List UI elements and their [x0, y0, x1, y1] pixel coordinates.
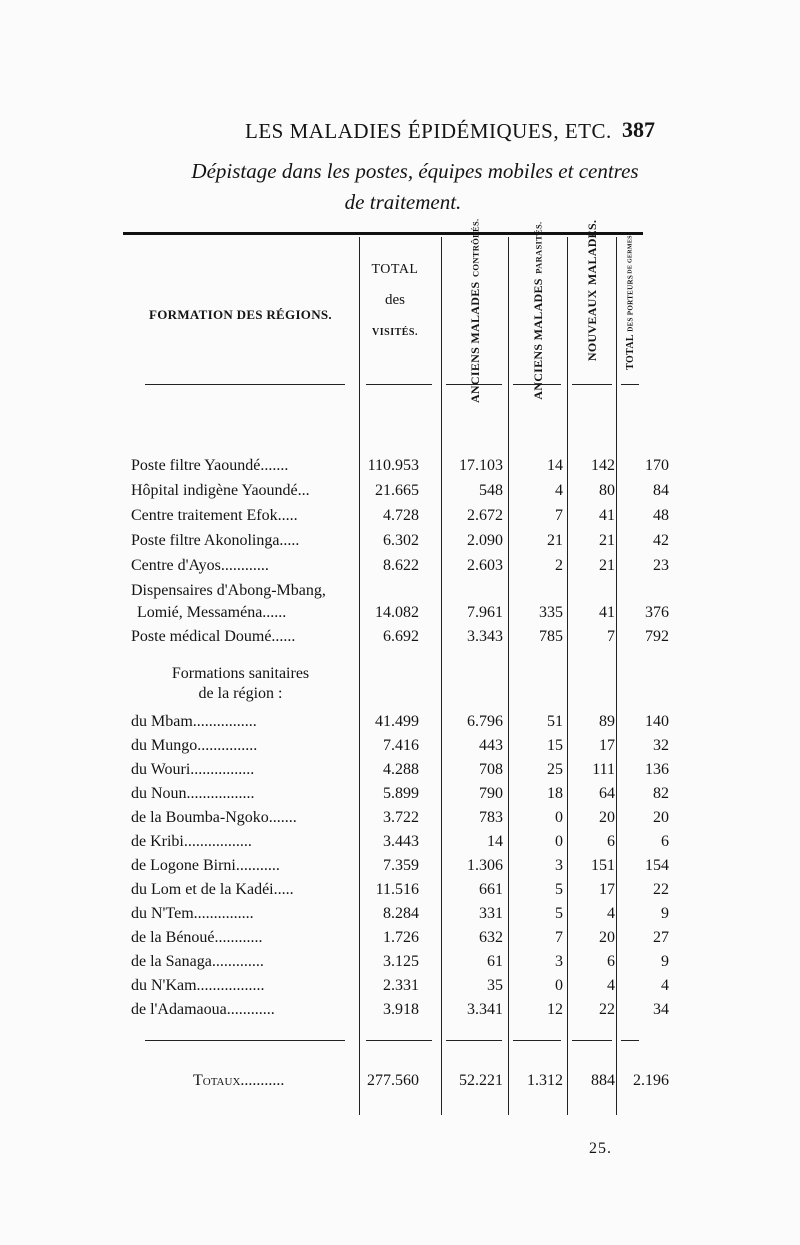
cell-parasites: 15 [547, 737, 563, 754]
cell-controles: 14 [487, 833, 503, 850]
header-porteurs-line3: DE GERMES. [627, 232, 634, 273]
table-caption [0, 156, 800, 218]
cell-controles: 783 [479, 809, 503, 826]
cell-total: 21.665 [375, 482, 419, 499]
cell-total: 3.918 [383, 1001, 419, 1018]
cell-nouveaux: 7 [607, 628, 615, 645]
row-label: de la Bénoué............ [131, 929, 263, 946]
section-title-line1: Formations sanitaires [171, 665, 310, 682]
header-total-line3: VISITÉS. [372, 327, 418, 338]
cell-controles: 61 [487, 953, 503, 970]
cell-controles: 35 [487, 977, 503, 994]
table-row [123, 582, 669, 628]
header-porteurs-line2: DES PORTEURS [626, 274, 635, 332]
row-label: de Logone Birni........... [131, 857, 280, 874]
cell-nouveaux: 20 [599, 929, 615, 946]
cell-nouveaux: 41 [599, 507, 615, 524]
cell-nouveaux: 884 [591, 1072, 615, 1089]
cell-nouveaux: 20 [599, 809, 615, 826]
cell-controles: 17.103 [459, 457, 503, 474]
row-label: Poste filtre Akonolinga..... [131, 532, 300, 549]
cell-porteurs: 27 [653, 929, 669, 946]
cell-total: 6.692 [383, 628, 419, 645]
header-rule [572, 384, 612, 385]
cell-parasites: 5 [555, 881, 563, 898]
cell-nouveaux: 142 [591, 457, 615, 474]
table-row [123, 532, 669, 556]
section-title [123, 664, 358, 704]
cell-controles: 331 [479, 905, 503, 922]
table-row [123, 1001, 669, 1025]
header-nouveaux-malades [569, 220, 615, 362]
header-anciens-controles-line2: CONTRÔLÉS. [470, 218, 480, 278]
table-row [123, 833, 669, 857]
cell-total: 2.331 [383, 977, 419, 994]
cell-porteurs: 20 [653, 809, 669, 826]
cell-porteurs: 84 [653, 482, 669, 499]
row-label: Poste filtre Yaoundé....... [131, 457, 289, 474]
row-label: Centre d'Ayos............ [131, 557, 269, 574]
page-number: 387 [622, 117, 655, 142]
cell-parasites: 4 [555, 482, 563, 499]
cell-parasites: 0 [555, 833, 563, 850]
table-row [123, 881, 669, 905]
header-nouveaux-line1: NOUVEAUX [584, 289, 599, 362]
cell-parasites: 7 [555, 507, 563, 524]
totals-label: Totaux........... [193, 1072, 285, 1089]
cell-parasites: 0 [555, 977, 563, 994]
cell-nouveaux: 17 [599, 737, 615, 754]
totals-rule [366, 1040, 432, 1041]
cell-total: 7.416 [383, 737, 419, 754]
totals-rule [621, 1040, 639, 1041]
cell-nouveaux: 41 [599, 604, 615, 621]
row-label: Hôpital indigène Yaoundé... [131, 482, 310, 499]
cell-parasites: 18 [547, 785, 563, 802]
row-label: Poste médical Doumé...... [131, 628, 296, 645]
totals-row [123, 1072, 669, 1096]
cell-nouveaux: 4 [607, 977, 615, 994]
cell-total: 5.899 [383, 785, 419, 802]
table-row [123, 809, 669, 833]
row-label: du Mungo............... [131, 737, 258, 754]
row-label: de Kribi................. [131, 833, 252, 850]
cell-nouveaux: 89 [599, 713, 615, 730]
page-header [0, 117, 800, 147]
cell-porteurs: 154 [645, 857, 669, 874]
row-label: de la Boumba-Ngoko....... [131, 809, 297, 826]
cell-total: 8.622 [383, 557, 419, 574]
row-label: du Mbam................ [131, 713, 257, 730]
cell-parasites: 3 [555, 857, 563, 874]
row-label: Dispensaires d'Abong-Mbang, [131, 582, 326, 599]
cell-parasites: 5 [555, 905, 563, 922]
header-anciens-parasites-line2: PARASITÉS. [533, 222, 543, 275]
header-anciens-parasites-line1: ANCIENS MALADES [530, 278, 545, 400]
header-porteurs-germes [618, 232, 643, 370]
cell-controles: 548 [479, 482, 503, 499]
table-row [123, 713, 669, 737]
cell-nouveaux: 6 [607, 833, 615, 850]
cell-total: 41.499 [375, 713, 419, 730]
cell-total: 3.125 [383, 953, 419, 970]
cell-nouveaux: 64 [599, 785, 615, 802]
row-label: du Wouri................ [131, 761, 255, 778]
table-row [123, 557, 669, 581]
table-row [123, 929, 669, 953]
cell-nouveaux: 6 [607, 953, 615, 970]
cell-nouveaux: 80 [599, 482, 615, 499]
table-row [123, 628, 669, 652]
header-rule [145, 384, 345, 385]
cell-porteurs: 9 [661, 905, 669, 922]
statistics-table [123, 218, 669, 1122]
cell-total: 1.726 [383, 929, 419, 946]
cell-controles: 661 [479, 881, 503, 898]
section-title-line2: de la région : [198, 685, 283, 702]
cell-nouveaux: 21 [599, 557, 615, 574]
row-label: du N'Tem............... [131, 905, 254, 922]
cell-porteurs: 792 [645, 628, 669, 645]
cell-porteurs: 140 [645, 713, 669, 730]
cell-parasites: 0 [555, 809, 563, 826]
header-porteurs-line1: TOTAL [625, 333, 636, 370]
cell-total: 11.516 [375, 881, 419, 898]
row-label-continued: Lomié, Messaména...... [137, 604, 287, 621]
table-row [123, 737, 669, 761]
table-row [123, 761, 669, 785]
caption-line-1: Dépistage dans les postes, équipes mobiles et centres [191, 159, 639, 183]
cell-controles: 52.221 [459, 1072, 503, 1089]
header-anciens-controles [445, 218, 505, 404]
cell-total: 3.722 [383, 809, 419, 826]
totals-rule [513, 1040, 561, 1041]
cell-parasites: 335 [539, 604, 563, 621]
cell-nouveaux: 4 [607, 905, 615, 922]
cell-parasites: 25 [547, 761, 563, 778]
header-rule [621, 384, 639, 385]
cell-porteurs: 376 [645, 604, 669, 621]
totals-rule [145, 1040, 345, 1041]
cell-nouveaux: 151 [591, 857, 615, 874]
cell-porteurs: 23 [653, 557, 669, 574]
table-row [123, 905, 669, 929]
cell-total: 8.284 [383, 905, 419, 922]
cell-parasites: 7 [555, 929, 563, 946]
cell-parasites: 3 [555, 953, 563, 970]
cell-parasites: 1.312 [527, 1072, 563, 1089]
cell-porteurs: 42 [653, 532, 669, 549]
cell-nouveaux: 22 [599, 1001, 615, 1018]
table-row [123, 953, 669, 977]
cell-parasites: 12 [547, 1001, 563, 1018]
cell-nouveaux: 111 [592, 761, 615, 778]
cell-porteurs: 48 [653, 507, 669, 524]
cell-controles: 443 [479, 737, 503, 754]
cell-porteurs: 32 [653, 737, 669, 754]
cell-total: 4.288 [383, 761, 419, 778]
header-anciens-controles-line1: ANCIENS MALADES [467, 281, 482, 404]
cell-total: 4.728 [383, 507, 419, 524]
cell-porteurs: 2.196 [633, 1072, 669, 1089]
table-row [123, 977, 669, 1001]
table-row [123, 857, 669, 881]
header-nouveaux-line2: MALADES. [584, 220, 599, 286]
signature-mark: 25. [589, 1140, 612, 1157]
cell-porteurs: 6 [661, 833, 669, 850]
cell-controles: 2.672 [467, 507, 503, 524]
cell-controles: 632 [479, 929, 503, 946]
cell-nouveaux: 21 [599, 532, 615, 549]
cell-controles: 7.961 [467, 604, 503, 621]
cell-porteurs: 4 [661, 977, 669, 994]
header-formation: FORMATION DES RÉGIONS. [149, 307, 332, 322]
cell-parasites: 785 [539, 628, 563, 645]
table-top-rule [123, 232, 643, 235]
row-label: de l'Adamaoua............ [131, 1001, 275, 1018]
cell-controles: 2.090 [467, 532, 503, 549]
cell-nouveaux: 17 [599, 881, 615, 898]
cell-total: 110.953 [367, 457, 419, 474]
running-title: LES MALADIES ÉPIDÉMIQUES, ETC. [245, 119, 612, 143]
cell-controles: 3.343 [467, 628, 503, 645]
header-rule [366, 384, 432, 385]
cell-parasites: 21 [547, 532, 563, 549]
table-row [123, 482, 669, 506]
cell-total: 14.082 [375, 604, 419, 621]
cell-porteurs: 9 [661, 953, 669, 970]
header-anciens-parasites [511, 222, 565, 400]
cell-total: 3.443 [383, 833, 419, 850]
cell-parasites: 51 [547, 713, 563, 730]
caption-line-2: de traitement. [344, 190, 462, 214]
row-label: du N'Kam................. [131, 977, 265, 994]
table-row [123, 507, 669, 531]
header-total-line1: TOTAL [371, 262, 419, 277]
cell-controles: 1.306 [467, 857, 503, 874]
cell-total: 7.359 [383, 857, 419, 874]
header-total-line2: des [385, 292, 405, 308]
cell-controles: 6.796 [467, 713, 503, 730]
cell-total: 6.302 [383, 532, 419, 549]
cell-parasites: 2 [555, 557, 563, 574]
cell-porteurs: 82 [653, 785, 669, 802]
cell-porteurs: 170 [645, 457, 669, 474]
cell-controles: 790 [479, 785, 503, 802]
totals-rule [446, 1040, 502, 1041]
cell-controles: 708 [479, 761, 503, 778]
row-label: du Noun................. [131, 785, 255, 802]
cell-porteurs: 22 [653, 881, 669, 898]
header-total-visites [361, 262, 429, 338]
row-label: de la Sanaga............. [131, 953, 264, 970]
cell-porteurs: 34 [653, 1001, 669, 1018]
table-row [123, 457, 669, 481]
cell-controles: 2.603 [467, 557, 503, 574]
totals-rule [572, 1040, 612, 1041]
cell-total: 277.560 [367, 1072, 419, 1089]
row-label: Centre traitement Efok..... [131, 507, 298, 524]
row-label: du Lom et de la Kadéi..... [131, 881, 294, 898]
cell-parasites: 14 [547, 457, 563, 474]
table-row [123, 785, 669, 809]
cell-porteurs: 136 [645, 761, 669, 778]
cell-controles: 3.341 [467, 1001, 503, 1018]
